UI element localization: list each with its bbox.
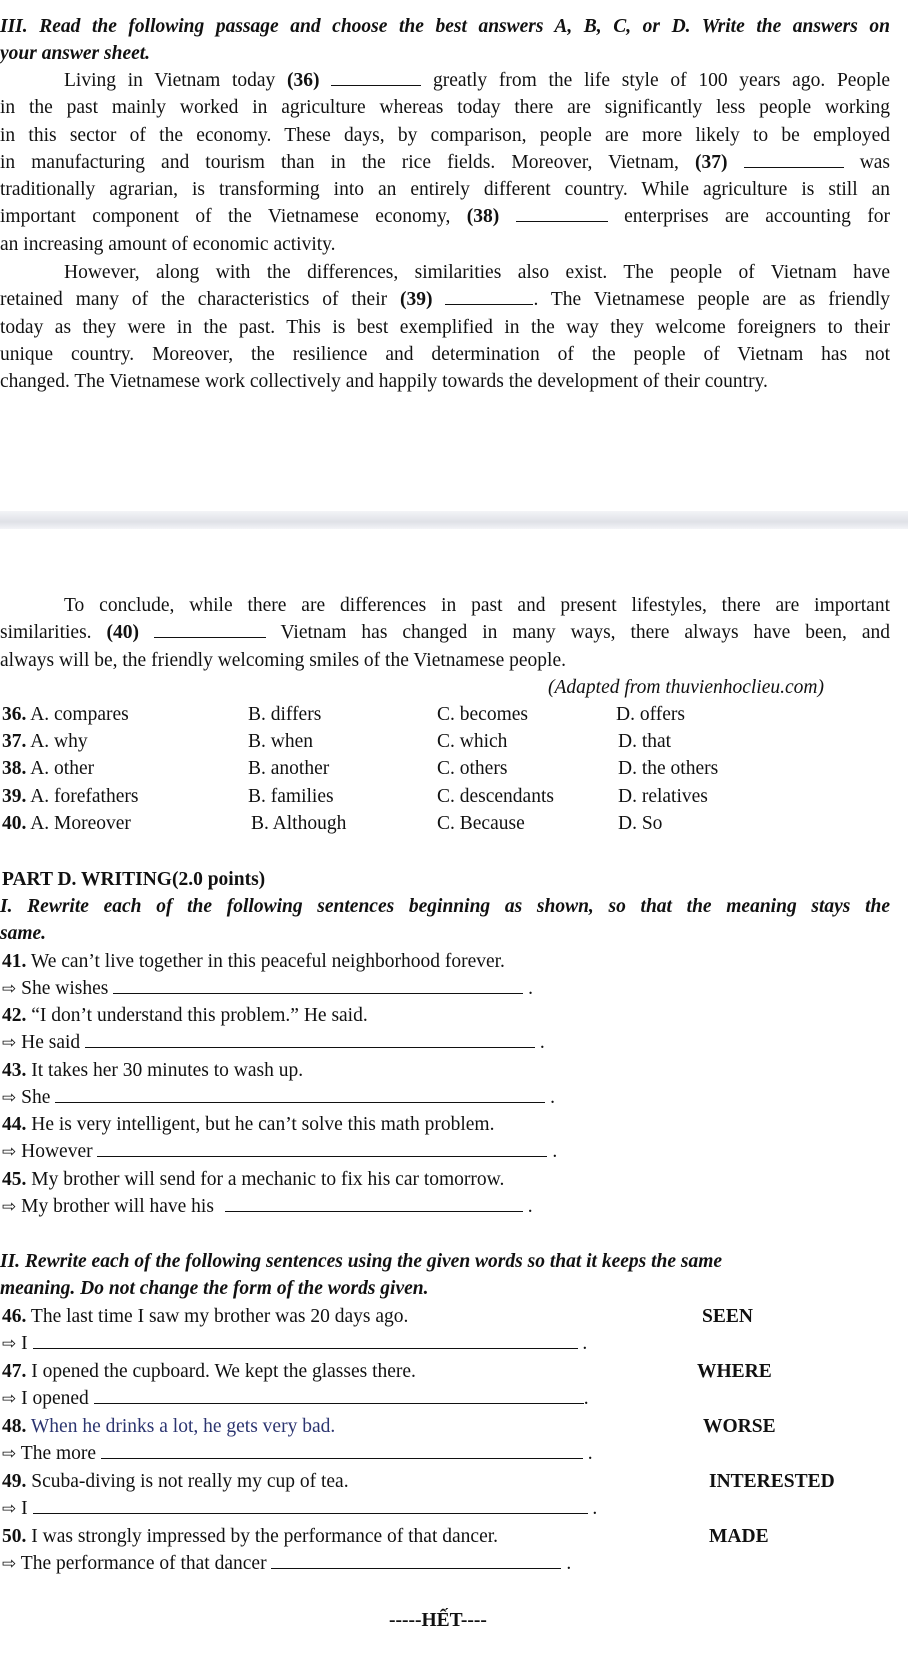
option-d[interactable]: D. that [618, 731, 672, 752]
passage-line: today as they were in the past. This is best exemplified in the way they welcome foreigners to their [0, 316, 890, 338]
passage-line: important component of the Vietnamese economy, (38) enterprises are accounting for [0, 206, 891, 228]
answer-line-43: ⇨ She . [2, 1087, 555, 1108]
passage-line: traditionally agrarian, is transforming into an entirely different country. While agriculture is still an [0, 179, 890, 201]
passage-line: in this sector of the economy. These days, by comparison, people are more likely to be employed [0, 124, 890, 146]
answer-blank-37[interactable] [744, 150, 844, 168]
option-c[interactable]: C. which [437, 731, 508, 752]
option-c[interactable]: C. descendants [437, 786, 554, 807]
answer-input-46[interactable] [33, 1331, 578, 1349]
option-b[interactable]: B. Although [251, 813, 347, 834]
answer-line-42: ⇨ He said . [2, 1032, 545, 1053]
answer-input-48[interactable] [101, 1441, 583, 1459]
answer-blank-40[interactable] [154, 620, 266, 638]
option-a[interactable]: A. why [30, 731, 88, 752]
arrow-right-icon: ⇨ [2, 979, 17, 999]
answer-line-49: ⇨ I . [2, 1498, 598, 1519]
answer-line-48: ⇨ The more . [2, 1443, 593, 1464]
option-a[interactable]: A. compares [30, 704, 129, 725]
option-b[interactable]: B. families [248, 786, 334, 807]
rewrite-question-43: 43. It takes her 30 minutes to wash up. [2, 1060, 304, 1081]
keyword-48: WORSE [703, 1416, 776, 1437]
question-36: 36. A. compares [2, 704, 129, 725]
part-d-title: PART D. WRITING(2.0 points) [2, 869, 266, 890]
reading-heading: III. Read the following passage and choose the best answers A, B, C, or D. Write the answers on your answer sheet. [0, 16, 890, 65]
answer-input-41[interactable] [113, 976, 523, 994]
rewrite-question-45: 45. My brother will send for a mechanic to fix his car tomorrow. [2, 1169, 505, 1190]
answer-line-46: ⇨ I . [2, 1333, 588, 1354]
option-b[interactable]: B. differs [248, 704, 322, 725]
option-b[interactable]: B. when [248, 731, 313, 752]
answer-input-50[interactable] [271, 1551, 561, 1569]
arrow-right-icon: ⇨ [2, 1554, 17, 1574]
answer-input-43[interactable] [55, 1085, 545, 1103]
answer-blank-39[interactable] [445, 287, 533, 305]
passage-line: similarities. (40) Vietnam has changed in many ways, there always have been, and [0, 622, 890, 644]
question-38: 38. A. other [2, 758, 95, 779]
keyword-50: MADE [709, 1526, 769, 1547]
option-a[interactable]: A. Moreover [30, 813, 131, 834]
answer-blank-36[interactable] [331, 68, 421, 86]
arrow-right-icon: ⇨ [2, 1197, 17, 1217]
answer-input-42[interactable] [85, 1030, 535, 1048]
option-b[interactable]: B. another [248, 758, 330, 779]
rewrite-question-44: 44. He is very intelligent, but he can’t solve this math problem. [2, 1114, 495, 1135]
passage-paragraph-1 [0, 67, 890, 258]
passage-line: changed. The Vietnamese work collectively and happily towards the development of their country. [0, 371, 768, 393]
arrow-right-icon: ⇨ [2, 1088, 17, 1108]
answer-input-47[interactable] [94, 1386, 584, 1404]
arrow-right-icon: ⇨ [2, 1389, 17, 1409]
arrow-right-icon: ⇨ [2, 1334, 17, 1354]
passage-line: in manufacturing and tourism than in the rice fields. Moreover, Vietnam, (37) was [0, 151, 891, 173]
option-d[interactable]: D. relatives [618, 786, 708, 807]
keyword-49: INTERESTED [709, 1471, 835, 1492]
keyword-question-49: 49. Scuba-diving is not really my cup of tea. [2, 1471, 349, 1492]
keyword-question-50: 50. I was strongly impressed by the performance of that dancer. [2, 1526, 499, 1547]
passage-line: Living in Vietnam today (36) greatly from the life style of 100 years ago. People [64, 70, 891, 91]
keyword-question-47: 47. I opened the cupboard. We kept the glasses there. [2, 1361, 416, 1382]
keyword-question-48: 48. When he drinks a lot, he gets very bad. [2, 1416, 336, 1437]
section-2-title: II. Rewrite each of the following sentences using the given words so that it keeps the same meaning. Do not change the form of the words given. [0, 1251, 723, 1300]
answer-line-45: ⇨ My brother will have his . [2, 1196, 533, 1217]
passage-line: To conclude, while there are differences in past and present lifestyles, there are important [64, 595, 890, 616]
question-39: 39. A. forefathers [2, 786, 139, 807]
answer-blank-38[interactable] [516, 204, 608, 222]
passage-line: always will be, the friendly welcoming smiles of the Vietnamese people. [0, 649, 566, 671]
passage-source: (Adapted from thuvienhoclieu.com) [548, 677, 824, 698]
keyword-question-46: 46. The last time I saw my brother was 20 days ago. [2, 1306, 409, 1327]
option-a[interactable]: A. other [30, 758, 95, 779]
passage-line: in the past mainly worked in agriculture whereas today there are significantly less people working [0, 97, 890, 119]
keyword-47: WHERE [697, 1361, 772, 1382]
arrow-right-icon: ⇨ [2, 1142, 17, 1162]
option-d[interactable]: D. offers [616, 704, 685, 725]
arrow-right-icon: ⇨ [2, 1444, 17, 1464]
answer-input-49[interactable] [33, 1496, 588, 1514]
option-a[interactable]: A. forefathers [30, 786, 139, 807]
option-d[interactable]: D. the others [618, 758, 719, 779]
passage-line: an increasing amount of economic activity. [0, 233, 336, 255]
option-c[interactable]: C. Because [437, 813, 525, 834]
page-divider [0, 511, 908, 529]
passage-line: unique country. Moreover, the resilience and determination of the people of Vietnam has not [0, 343, 890, 365]
passage-line: However, along with the differences, similarities also exist. The people of Vietnam have [64, 262, 890, 283]
answer-line-44: ⇨ However . [2, 1141, 558, 1162]
end-mark: -----HẾT---- [389, 1610, 487, 1631]
keyword-46: SEEN [702, 1306, 753, 1327]
arrow-right-icon: ⇨ [2, 1033, 17, 1053]
passage-paragraph-3 [0, 592, 890, 674]
option-c[interactable]: C. becomes [437, 704, 528, 725]
question-37: 37. A. why [2, 731, 88, 752]
rewrite-question-42: 42. “I don’t understand this problem.” He said. [2, 1005, 368, 1026]
option-c[interactable]: C. others [437, 758, 508, 779]
passage-line: retained many of the characteristics of their (39) . The Vietnamese people are as friendly [0, 289, 890, 311]
answer-input-44[interactable] [97, 1139, 547, 1157]
answer-line-41: ⇨ She wishes . [2, 978, 533, 999]
option-d[interactable]: D. So [618, 813, 663, 834]
arrow-right-icon: ⇨ [2, 1499, 17, 1519]
passage-paragraph-2 [0, 259, 890, 395]
answer-input-45[interactable] [225, 1194, 523, 1212]
rewrite-question-41: 41. We can’t live together in this peaceful neighborhood forever. [2, 951, 505, 972]
answer-line-47: ⇨ I opened . [2, 1388, 589, 1409]
question-40: 40. A. Moreover [2, 813, 131, 834]
section-1-title: I. Rewrite each of the following sentences beginning as shown, so that the meaning stays the same. [0, 896, 890, 945]
answer-line-50: ⇨ The performance of that dancer . [2, 1553, 572, 1574]
